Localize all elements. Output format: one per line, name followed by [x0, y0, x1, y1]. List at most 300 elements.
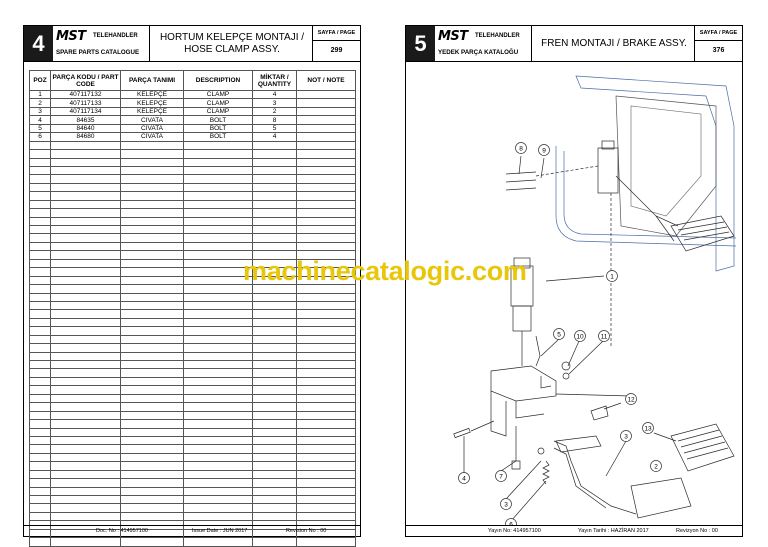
table-cell: [253, 327, 297, 335]
table-cell: [30, 175, 51, 183]
callout-label: 12: [627, 396, 635, 404]
page-value: 376: [712, 47, 725, 54]
table-row: [30, 377, 356, 385]
table-cell: [121, 428, 184, 436]
table-cell: BOLT: [184, 133, 253, 141]
table-cell: 4: [30, 116, 51, 124]
table-cell: CLAMP: [184, 91, 253, 99]
table-cell: [184, 420, 253, 428]
table-cell: [297, 217, 356, 225]
table-cell: [30, 285, 51, 293]
table-cell: [297, 234, 356, 242]
table-cell: [253, 420, 297, 428]
table-cell: [184, 141, 253, 149]
table-cell: [30, 377, 51, 385]
table-cell: CLAMP: [184, 99, 253, 107]
table-cell: [30, 420, 51, 428]
table-cell: [184, 428, 253, 436]
page-label: SAYFA / PAGE: [313, 26, 360, 41]
table-cell: [30, 470, 51, 478]
table-cell: [30, 234, 51, 242]
table-cell: [297, 200, 356, 208]
table-cell: [297, 99, 356, 107]
table-cell: [121, 487, 184, 495]
table-cell: [51, 150, 121, 158]
table-cell: [184, 192, 253, 200]
table-cell: [30, 411, 51, 419]
parts-table: [29, 70, 356, 547]
col-header-description: DESCRIPTION: [184, 71, 253, 91]
table-cell: [253, 352, 297, 360]
table-cell: CLAMP: [184, 107, 253, 115]
table-cell: [253, 310, 297, 318]
page-title: [150, 26, 314, 61]
table-cell: [184, 496, 253, 504]
table-row: [30, 352, 356, 360]
table-cell: [184, 242, 253, 250]
table-cell: [51, 310, 121, 318]
table-row: [30, 369, 356, 377]
col-header-part-name: PARÇA TANIMI: [121, 71, 184, 91]
table-cell: [121, 192, 184, 200]
table-row: [30, 512, 356, 520]
table-row: [30, 436, 356, 444]
table-cell: [297, 538, 356, 546]
table-row: [30, 301, 356, 309]
table-cell: 1: [30, 91, 51, 99]
table-cell: [51, 394, 121, 402]
table-cell: [121, 200, 184, 208]
table-cell: [184, 352, 253, 360]
table-row: [30, 242, 356, 250]
revision-no: Revision No : 00: [286, 528, 327, 534]
table-cell: BOLT: [184, 116, 253, 124]
table-row: [30, 310, 356, 318]
table-cell: [51, 512, 121, 520]
table-cell: [253, 183, 297, 191]
table-cell: [51, 192, 121, 200]
table-cell: [30, 259, 51, 267]
table-cell: [253, 369, 297, 377]
table-cell: [253, 344, 297, 352]
table-cell: [30, 496, 51, 504]
table-row: [30, 200, 356, 208]
table-cell: [121, 242, 184, 250]
table-cell: [121, 226, 184, 234]
table-cell: [184, 504, 253, 512]
table-cell: [297, 327, 356, 335]
catalogue-label: SPARE PARTS CATALOGUE: [56, 49, 140, 56]
table-cell: [30, 141, 51, 149]
table-cell: 84640: [51, 124, 121, 132]
table-cell: [253, 538, 297, 546]
table-cell: [51, 293, 121, 301]
table-cell: [51, 352, 121, 360]
table-cell: [253, 226, 297, 234]
table-cell: [184, 217, 253, 225]
table-cell: [297, 150, 356, 158]
table-cell: [51, 141, 121, 149]
table-cell: [297, 293, 356, 301]
table-cell: 84680: [51, 133, 121, 141]
callout-label: 3: [624, 433, 628, 441]
table-cell: [51, 251, 121, 259]
table-cell: [253, 335, 297, 343]
table-cell: BOLT: [184, 124, 253, 132]
table-cell: 5: [253, 124, 297, 132]
title-line-2: HOSE CLAMP ASSY.: [184, 43, 280, 55]
table-row: [30, 445, 356, 453]
table-cell: [51, 504, 121, 512]
table-cell: [184, 462, 253, 470]
table-cell: [30, 327, 51, 335]
table-cell: [121, 462, 184, 470]
table-cell: [184, 487, 253, 495]
table-cell: [30, 150, 51, 158]
table-cell: [30, 158, 51, 166]
table-row: [30, 318, 356, 326]
table-cell: [30, 403, 51, 411]
table-cell: [297, 453, 356, 461]
table-cell: [297, 183, 356, 191]
table-cell: [184, 327, 253, 335]
table-cell: [30, 462, 51, 470]
table-cell: [297, 158, 356, 166]
table-cell: [30, 183, 51, 191]
table-cell: [184, 512, 253, 520]
table-row: [30, 141, 356, 149]
table-cell: [51, 403, 121, 411]
callout-label: 11: [600, 333, 608, 341]
table-cell: [297, 301, 356, 309]
table-cell: [184, 301, 253, 309]
table-cell: [51, 301, 121, 309]
table-cell: [184, 318, 253, 326]
table-row: [30, 394, 356, 402]
callout-1: [607, 271, 618, 282]
table-cell: [121, 318, 184, 326]
table-row: [30, 496, 356, 504]
table-row: [30, 183, 356, 191]
table-cell: [121, 361, 184, 369]
table-cell: [184, 344, 253, 352]
table-cell: [121, 420, 184, 428]
callout-label: 3: [504, 501, 508, 509]
table-cell: CIVATA: [121, 124, 184, 132]
callout-13: [643, 423, 654, 434]
table-cell: [30, 361, 51, 369]
table-cell: [121, 538, 184, 546]
table-cell: [297, 445, 356, 453]
table-cell: [297, 116, 356, 124]
table-cell: [121, 234, 184, 242]
table-cell: [51, 411, 121, 419]
table-row: [30, 538, 356, 546]
left-page-footer: [24, 525, 360, 536]
table-cell: [51, 428, 121, 436]
table-cell: [121, 183, 184, 191]
table-row: [30, 91, 356, 99]
table-cell: [51, 445, 121, 453]
table-cell: [253, 209, 297, 217]
table-cell: [297, 487, 356, 495]
table-cell: [184, 538, 253, 546]
table-cell: [253, 411, 297, 419]
table-cell: [184, 453, 253, 461]
table-cell: [30, 242, 51, 250]
table-cell: [253, 242, 297, 250]
issue-date: Yayın Tarihi : HAZİRAN 2017: [578, 528, 649, 534]
table-cell: [297, 344, 356, 352]
callout-12: [626, 394, 637, 405]
table-cell: [30, 268, 51, 276]
table-cell: [297, 512, 356, 520]
table-cell: 5: [30, 124, 51, 132]
table-row: [30, 504, 356, 512]
table-row: [30, 327, 356, 335]
table-cell: [51, 200, 121, 208]
catalogue-label: YEDEK PARÇA KATALOĞU: [438, 49, 519, 56]
brake-assembly-drawing: [416, 66, 736, 526]
callout-8: [516, 143, 527, 154]
table-cell: [184, 436, 253, 444]
page-number-box: [694, 26, 742, 61]
table-cell: [121, 310, 184, 318]
table-row: [30, 107, 356, 115]
table-cell: [51, 209, 121, 217]
table-cell: [184, 386, 253, 394]
brand-sub: TELEHANDLER: [93, 33, 138, 39]
table-row: [30, 479, 356, 487]
doc-no: Yayın No: 414957100: [488, 528, 541, 534]
table-cell: [121, 352, 184, 360]
table-cell: [297, 192, 356, 200]
right-page-header: [406, 26, 742, 62]
table-cell: [51, 487, 121, 495]
table-cell: 4: [253, 133, 297, 141]
callout-label: 8: [519, 145, 523, 153]
mst-logo: MST: [438, 29, 468, 44]
table-cell: [51, 420, 121, 428]
table-cell: [184, 310, 253, 318]
table-cell: [51, 276, 121, 284]
table-row: [30, 453, 356, 461]
table-cell: [51, 436, 121, 444]
table-cell: [30, 200, 51, 208]
table-cell: [121, 259, 184, 267]
table-cell: [121, 217, 184, 225]
table-cell: [121, 479, 184, 487]
table-cell: [184, 200, 253, 208]
table-cell: [51, 377, 121, 385]
table-row: [30, 344, 356, 352]
table-cell: [121, 150, 184, 158]
table-cell: [253, 318, 297, 326]
col-header-poz: POZ: [30, 71, 51, 91]
table-cell: [30, 386, 51, 394]
callout-3: [621, 431, 632, 442]
title-line-1: HORTUM KELEPÇE MONTAJI /: [159, 31, 305, 43]
table-cell: [30, 209, 51, 217]
table-cell: [30, 344, 51, 352]
table-cell: [297, 335, 356, 343]
table-cell: [51, 462, 121, 470]
table-cell: [253, 445, 297, 453]
table-cell: [51, 479, 121, 487]
right-page-footer: [406, 525, 742, 536]
table-cell: [253, 487, 297, 495]
table-cell: [253, 141, 297, 149]
table-cell: [30, 487, 51, 495]
table-cell: [30, 251, 51, 259]
table-cell: [51, 344, 121, 352]
table-cell: CIVATA: [121, 133, 184, 141]
table-cell: [184, 166, 253, 174]
table-cell: [51, 166, 121, 174]
table-cell: 8: [253, 116, 297, 124]
table-cell: 407117134: [51, 107, 121, 115]
table-cell: [30, 428, 51, 436]
table-row: [30, 133, 356, 141]
mst-logo: MST: [56, 29, 86, 44]
table-cell: [253, 453, 297, 461]
table-cell: [253, 470, 297, 478]
table-cell: [51, 453, 121, 461]
table-cell: [121, 394, 184, 402]
table-cell: [121, 504, 184, 512]
page-section-number: 5: [406, 26, 435, 61]
table-cell: 6: [30, 133, 51, 141]
table-cell: [253, 192, 297, 200]
table-cell: [253, 150, 297, 158]
table-cell: [30, 310, 51, 318]
table-cell: [297, 166, 356, 174]
table-cell: KELEPÇE: [121, 99, 184, 107]
table-cell: [51, 158, 121, 166]
table-cell: [253, 403, 297, 411]
table-cell: [297, 91, 356, 99]
table-cell: [51, 335, 121, 343]
table-cell: [30, 394, 51, 402]
table-row: [30, 192, 356, 200]
table-cell: [121, 445, 184, 453]
table-cell: [184, 411, 253, 419]
page-number-box: [312, 26, 360, 61]
table-cell: [297, 124, 356, 132]
table-cell: [30, 352, 51, 360]
table-row: [30, 99, 356, 107]
table-cell: [51, 369, 121, 377]
table-cell: [297, 386, 356, 394]
table-cell: [297, 436, 356, 444]
callout-label: 2: [654, 463, 658, 471]
table-cell: [253, 512, 297, 520]
table-cell: [253, 479, 297, 487]
table-cell: [297, 403, 356, 411]
table-cell: [253, 386, 297, 394]
table-row: [30, 462, 356, 470]
table-cell: [121, 470, 184, 478]
table-cell: [121, 344, 184, 352]
callout-4: [459, 473, 470, 484]
callout-label: 9: [542, 147, 546, 155]
table-cell: [121, 512, 184, 520]
table-cell: [121, 386, 184, 394]
table-cell: [297, 394, 356, 402]
table-cell: 2: [253, 107, 297, 115]
table-cell: [121, 175, 184, 183]
table-row: [30, 293, 356, 301]
table-row: [30, 116, 356, 124]
table-row: [30, 226, 356, 234]
table-cell: [51, 226, 121, 234]
callout-label: 1: [610, 273, 614, 281]
table-cell: [297, 209, 356, 217]
table-cell: [51, 234, 121, 242]
table-cell: [184, 369, 253, 377]
page-title: [532, 26, 696, 61]
table-cell: [30, 445, 51, 453]
table-cell: KELEPÇE: [121, 107, 184, 115]
table-row: [30, 209, 356, 217]
table-cell: [51, 470, 121, 478]
table-cell: [253, 436, 297, 444]
table-cell: [121, 369, 184, 377]
table-cell: 407117133: [51, 99, 121, 107]
table-cell: [184, 403, 253, 411]
table-cell: [121, 377, 184, 385]
table-cell: [30, 512, 51, 520]
table-cell: 3: [30, 107, 51, 115]
table-cell: [184, 183, 253, 191]
table-cell: [184, 175, 253, 183]
table-cell: [184, 234, 253, 242]
table-cell: [297, 318, 356, 326]
callout-2: [651, 461, 662, 472]
table-cell: [253, 217, 297, 225]
table-cell: [30, 453, 51, 461]
table-cell: [30, 217, 51, 225]
table-cell: [30, 479, 51, 487]
issue-date: Issue Date : JUN 2017: [192, 528, 248, 534]
table-cell: [297, 175, 356, 183]
table-row: [30, 411, 356, 419]
table-cell: [121, 166, 184, 174]
table-cell: [297, 133, 356, 141]
table-cell: [51, 259, 121, 267]
table-row: [30, 386, 356, 394]
table-cell: [297, 310, 356, 318]
table-cell: [297, 496, 356, 504]
table-cell: [30, 301, 51, 309]
table-cell: [30, 335, 51, 343]
table-cell: [121, 141, 184, 149]
table-cell: [253, 293, 297, 301]
callout-3: [501, 499, 512, 510]
table-cell: [253, 496, 297, 504]
table-cell: [51, 496, 121, 504]
callout-label: 6: [509, 521, 513, 526]
table-cell: [30, 436, 51, 444]
table-cell: [184, 361, 253, 369]
table-cell: [121, 327, 184, 335]
col-header-note: NOT / NOTE: [297, 71, 356, 91]
table-cell: [184, 479, 253, 487]
page-label: SAYFA / PAGE: [695, 26, 742, 41]
table-cell: [121, 453, 184, 461]
callout-label: 13: [644, 425, 652, 433]
table-row: [30, 217, 356, 225]
